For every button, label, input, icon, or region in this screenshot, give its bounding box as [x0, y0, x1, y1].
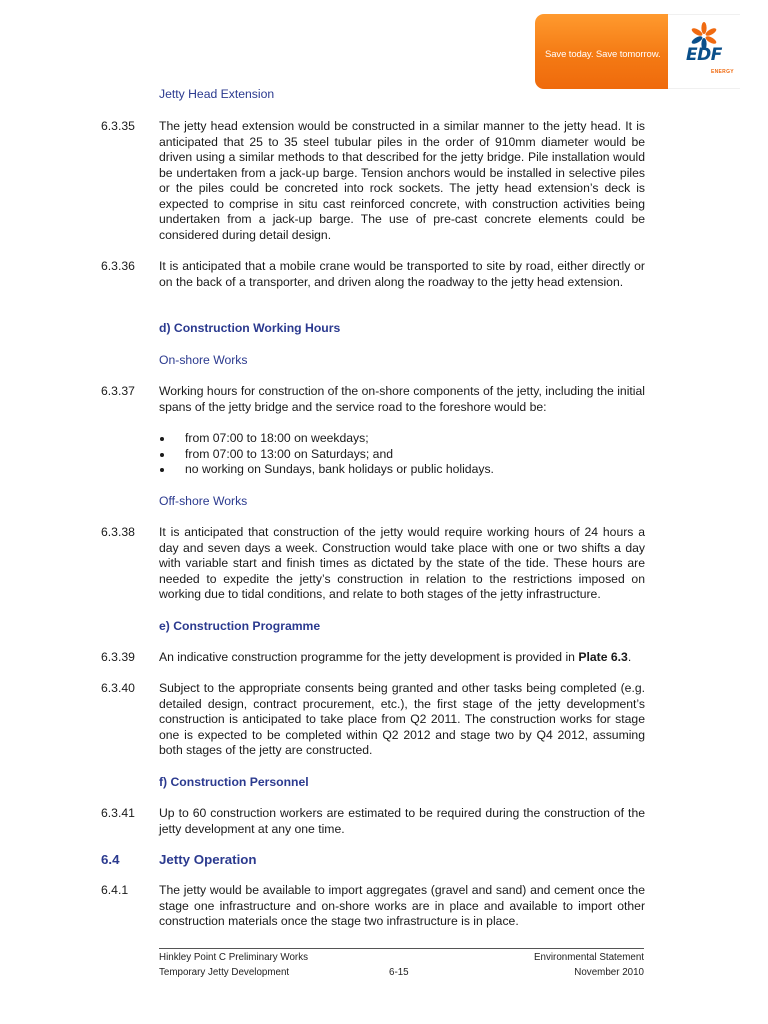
section-heading-working-hours: d) Construction Working Hours	[159, 321, 341, 335]
list-item	[159, 462, 645, 478]
paragraph-number: 6.4.1	[101, 883, 129, 897]
logo-subtext: ENERGY	[711, 69, 734, 75]
paragraph-number: 6.3.41	[101, 806, 135, 820]
paragraph-text: Subject to the appropriate consents being granted and other tasks being completed (e.g. detailed design, contract procurement, etc.), the first stage of the jetty development’s construction is anticipated to take place from Q2 2011. The construction works for stage one is expected to be completed within Q2 2012 and stage two by Q4 2012, assuming both stages of the jetty are constructed.	[159, 681, 645, 757]
edf-energy-logo	[668, 14, 740, 89]
footer-divider	[159, 948, 644, 949]
section-title: Jetty Operation	[159, 852, 257, 867]
paragraph-number: 6.3.38	[101, 525, 135, 539]
section-heading-programme: e) Construction Programme	[159, 619, 321, 633]
subheading-onshore-works: On-shore Works	[159, 353, 248, 367]
list-item-text: from 07:00 to 13:00 on Saturdays; and	[185, 446, 394, 461]
footer-date: November 2010	[574, 967, 644, 978]
list-item-text: no working on Sundays, bank holidays or public holidays.	[185, 462, 494, 476]
list-item	[159, 431, 645, 447]
section-number: 6.4	[101, 852, 120, 867]
bullet-icon	[160, 468, 164, 472]
list-item-text: from 07:00 to 18:00 on weekdays;	[185, 431, 369, 445]
subheading-jetty-head-extension: Jetty Head Extension	[159, 87, 275, 101]
paragraph-text: It is anticipated that construction of the jetty would require working hours of 24 hours a day and seven days a week. Construction would take place with one or two shifts a day with variable start and finish times as dictated by the state of the tide. These hours are needed to expedite the jetty’s construction in relation to the restrictions imposed on working due to tidal conditions, and relate to both stages of the jetty infrastructure.	[159, 525, 645, 601]
footer-project-title: Hinkley Point C Preliminary Works	[159, 952, 308, 963]
paragraph-text-main: An indicative construction programme for the jetty development is provided in	[159, 650, 575, 664]
logo-wordmark: EDF	[686, 45, 722, 65]
bullet-icon	[160, 437, 164, 441]
paragraph-text: It is anticipated that a mobile crane would be transported to site by road, either directly or on the back of a transporter, and driven along the roadway to the jetty head extension.	[159, 259, 645, 289]
paragraph-text: The jetty head extension would be constructed in a similar manner to the jetty head. It is anticipated that 25 to 35 steel tubular piles in the order of 910mm diameter would be driven using a similar methods to that described for the jetty bridge. Pile installation would be undertaken from a jack-up barge. Tension anchors would be installed in selective piles or the piles could be concreted into rock sockets. The jetty head extension’s deck is expected to comprise in situ cast reinforced concrete, with construction activities being undertaken from a jack-up barge. The use of pre-cast concrete elements could be considered during detail design.	[159, 119, 645, 242]
bullet-icon	[160, 453, 164, 457]
banner-tagline-panel	[535, 14, 668, 89]
footer-document-type: Environmental Statement	[534, 952, 644, 963]
banner-tagline: Save today. Save tomorrow.	[545, 49, 661, 60]
plate-reference: Plate 6.3	[578, 650, 628, 664]
paragraph-number: 6.3.40	[101, 681, 135, 695]
paragraph-text	[159, 650, 645, 666]
footer-page-number: 6-15	[389, 967, 409, 978]
paragraph-text: The jetty would be available to import aggregates (gravel and sand) and cement once the stage one infrastructure and on-shore works are in place and available to import other construction materials once the stage two infrastructure is in place.	[159, 883, 645, 928]
header-banner	[535, 14, 740, 89]
section-heading-personnel: f) Construction Personnel	[159, 775, 309, 789]
working-hours-list	[159, 431, 645, 478]
paragraph-number: 6.3.35	[101, 119, 135, 133]
footer-document-title: Temporary Jetty Development	[159, 967, 290, 978]
subheading-offshore-works: Off-shore Works	[159, 494, 248, 508]
paragraph-text-end: .	[627, 650, 632, 664]
paragraph-number: 6.3.37	[101, 384, 135, 398]
paragraph-number: 6.3.39	[101, 650, 135, 664]
paragraph-text: Working hours for construction of the on-shore components of the jetty, including the initial spans of the jetty bridge and the service road to the foreshore would be:	[159, 384, 645, 414]
paragraph-number: 6.3.36	[101, 259, 135, 273]
list-item	[159, 447, 645, 463]
paragraph-text: Up to 60 construction workers are estimated to be required during the construction of the jetty development at any one time.	[159, 806, 645, 836]
